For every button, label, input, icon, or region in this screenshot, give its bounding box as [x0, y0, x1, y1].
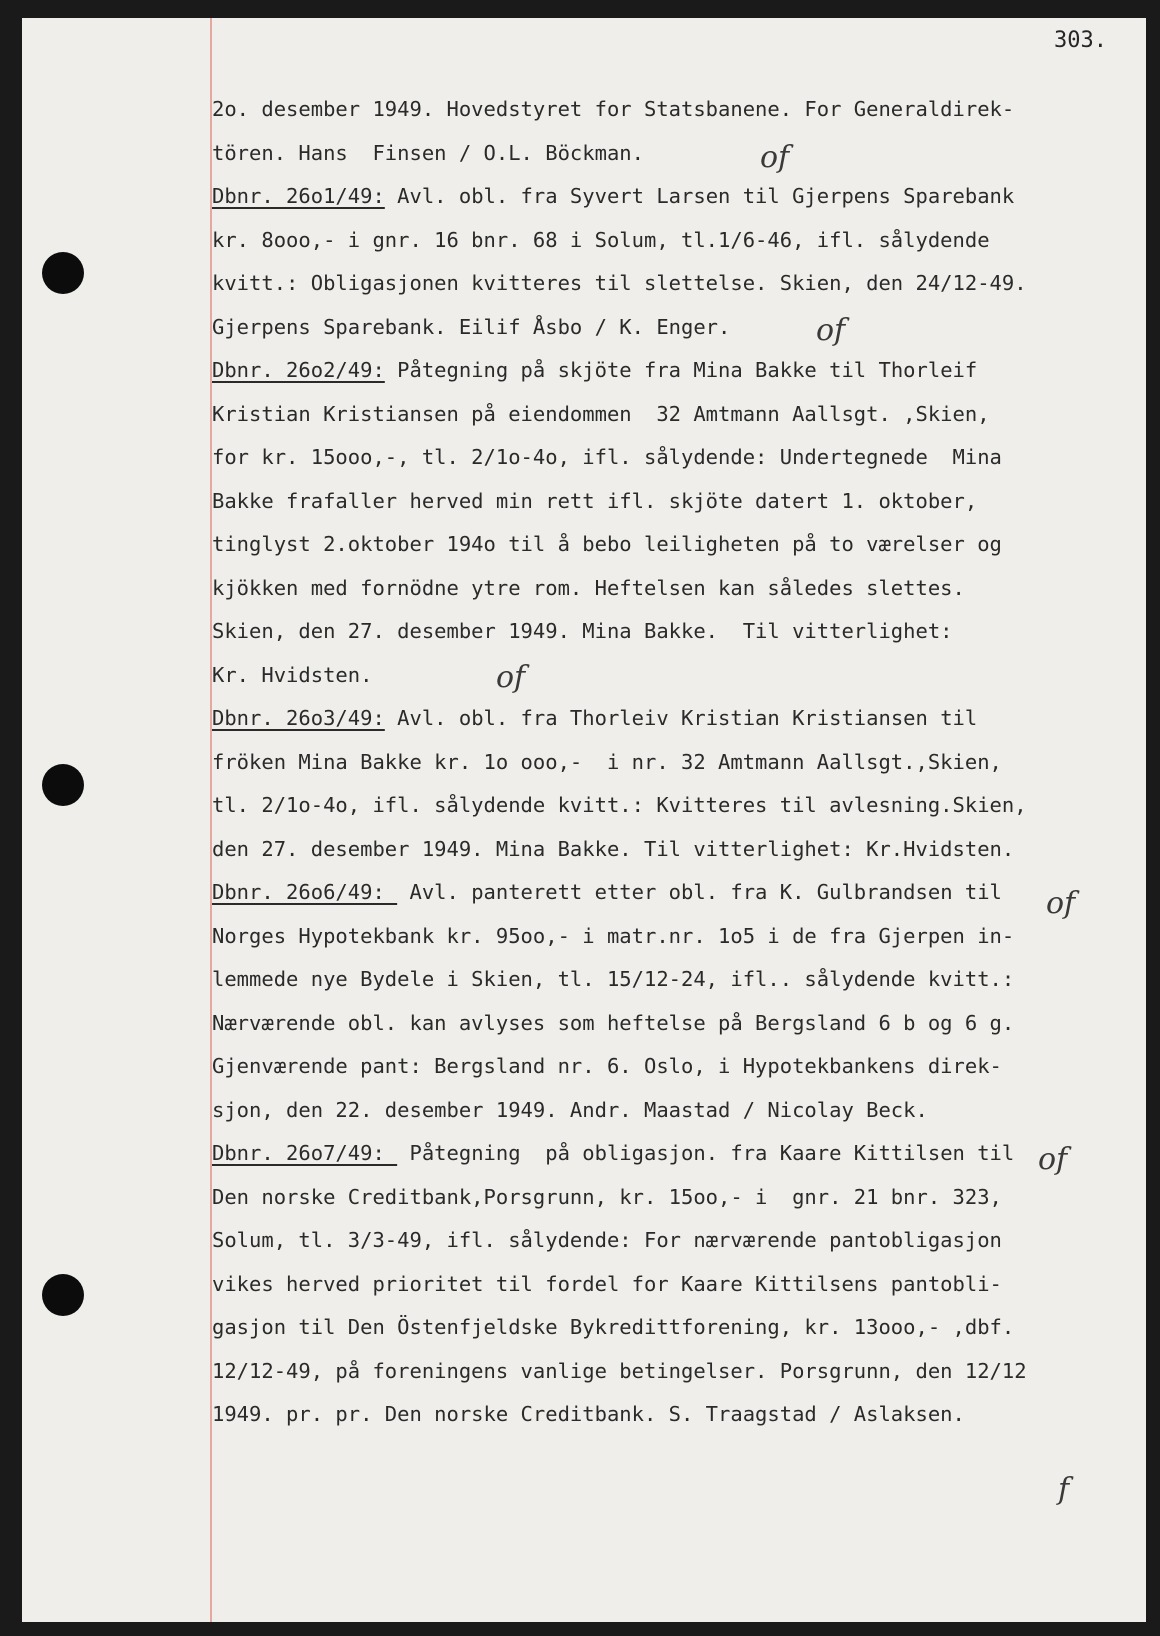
handwritten-check-mark: of — [816, 313, 846, 348]
line-text: Avl. obl. fra Syvert Larsen til Gjerpens Sparebank — [384, 184, 1015, 208]
line-text: Solum, tl. 3/3-49, ifl. sålydende: For nærværende pantobligasjon — [212, 1228, 1002, 1252]
text-line — [212, 1176, 1142, 1220]
line-text: Den norske Creditbank,Porsgrunn, kr. 15oo,- i gnr. 21 bnr. 323, — [212, 1184, 1002, 1209]
line-text: Nærværende obl. kan avlyses som heftelse på Bergsland 6 b og 6 g. — [212, 1010, 1015, 1035]
text-line — [212, 1045, 1142, 1089]
line-text: kr. 8ooo,- i gnr. 16 bnr. 68 i Solum, tl.1/6-46, ifl. sålydende — [212, 227, 990, 252]
line-text: Norges Hypotekbank kr. 95oo,- i matr.nr. 1o5 i de fra Gjerpen in- — [212, 923, 1015, 948]
line-text: 12/12-49, på foreningens vanlige betingelser. Porsgrunn, den 12/12 — [212, 1358, 1027, 1383]
document-page — [22, 18, 1146, 1622]
line-text: 1949. pr. pr. Den norske Creditbank. S. Traagstad / Aslaksen. — [212, 1402, 965, 1426]
text-line — [212, 1002, 1142, 1046]
punch-hole — [42, 252, 84, 294]
handwritten-check-mark: of — [760, 140, 790, 175]
line-text: fröken Mina Bakke kr. 1o ooo,- i nr. 32 Amtmann Aallsgt.,Skien, — [212, 749, 1002, 774]
line-text: kjökken med fornödne ytre rom. Heftelsen kan således slettes. — [212, 575, 965, 600]
text-line — [212, 393, 1142, 437]
line-text: Påtegning på obligasjon. fra Kaare Kittilsen til — [397, 1141, 1015, 1165]
handwritten-check-mark: of — [1046, 886, 1076, 921]
line-text: 2o. desember 1949. Hovedstyret for Statsbanene. For Generaldirek- — [212, 97, 1015, 121]
page-number: 303. — [1054, 28, 1107, 53]
text-line — [212, 1263, 1142, 1307]
line-text: tl. 2/1o-4o, ifl. sålydende kvitt.: Kvitteres til avlesning.Skien, — [212, 793, 1027, 817]
text-line — [212, 741, 1142, 785]
text-line — [212, 306, 1142, 350]
line-text: Kristian Kristiansen på eiendommen 32 Amtmann Aallsgt. ,Skien, — [212, 401, 990, 426]
handwritten-check-mark: of — [1038, 1142, 1068, 1177]
line-text: den 27. desember 1949. Mina Bakke. Til vitterlighet: Kr.Hvidsten. — [212, 836, 1015, 861]
line-text: vikes herved prioritet til fordel for Kaare Kittilsens pantobli- — [212, 1271, 1002, 1296]
entry-number: Dbnr. 26o2/49: — [212, 358, 385, 382]
text-line — [212, 784, 1142, 828]
line-text: Gjenværende pant: Bergsland nr. 6. Oslo, i Hypotekbankens direk- — [212, 1054, 1002, 1078]
entry-number: Dbnr. 26o7/49: — [212, 1141, 398, 1165]
line-text: tinglyst 2.oktober 194o til å bebo leiligheten på to værelser og — [212, 532, 1002, 556]
text-line — [212, 610, 1142, 654]
line-text: Kr. Hvidsten. — [212, 662, 373, 687]
line-text: sjon, den 22. desember 1949. Andr. Maastad / Nicolay Beck. — [212, 1097, 928, 1122]
entry-number: Dbnr. 26o6/49: — [212, 880, 398, 904]
line-text: Avl. obl. fra Thorleiv Kristian Kristiansen til — [384, 706, 978, 730]
text-line — [212, 480, 1142, 524]
punch-hole — [42, 1274, 84, 1316]
line-text: Skien, den 27. desember 1949. Mina Bakke. Til vitterlighet: — [212, 619, 953, 643]
text-line — [212, 1219, 1142, 1263]
handwritten-check-mark: f — [1058, 1472, 1070, 1507]
document-text — [212, 88, 1142, 1437]
text-line — [212, 175, 1142, 219]
text-line — [212, 132, 1142, 176]
text-line — [212, 262, 1142, 306]
line-text: Påtegning på skjöte fra Mina Bakke til Thorleif — [384, 358, 978, 382]
line-text: tören. Hans Finsen / O.L. Böckman. — [212, 140, 644, 165]
text-line — [212, 436, 1142, 480]
text-line — [212, 1306, 1142, 1350]
line-text: lemmede nye Bydele i Skien, tl. 15/12-24, ifl.. sålydende kvitt.: — [212, 967, 1015, 991]
line-text: kvitt.: Obligasjonen kvitteres til slettelse. Skien, den 24/12-49. — [212, 271, 1027, 295]
text-line — [212, 523, 1142, 567]
text-line — [212, 958, 1142, 1002]
line-text: Gjerpens Sparebank. Eilif Åsbo / K. Enger. — [212, 314, 731, 339]
text-line — [212, 1393, 1142, 1437]
text-line — [212, 1132, 1142, 1176]
text-line — [212, 915, 1142, 959]
text-line — [212, 88, 1142, 132]
text-line — [212, 697, 1142, 741]
text-line — [212, 828, 1142, 872]
line-text: Avl. panterett etter obl. fra K. Gulbrandsen til — [397, 880, 1002, 904]
text-line — [212, 219, 1142, 263]
line-text: gasjon til Den Östenfjeldske Bykredittforening, kr. 13ooo,- ,dbf. — [212, 1315, 1015, 1339]
handwritten-check-mark: of — [496, 660, 526, 695]
text-line — [212, 349, 1142, 393]
entry-number: Dbnr. 26o1/49: — [212, 184, 385, 208]
entry-number: Dbnr. 26o3/49: — [212, 706, 385, 730]
text-line — [212, 567, 1142, 611]
text-line — [212, 871, 1142, 915]
text-line — [212, 1089, 1142, 1133]
punch-hole — [42, 764, 84, 806]
line-text: Bakke frafaller herved min rett ifl. skjöte datert 1. oktober, — [212, 488, 978, 513]
line-text: for kr. 15ooo,-, tl. 2/1o-4o, ifl. sålydende: Undertegnede Mina — [212, 445, 1002, 469]
text-line — [212, 654, 1142, 698]
text-line — [212, 1350, 1142, 1394]
